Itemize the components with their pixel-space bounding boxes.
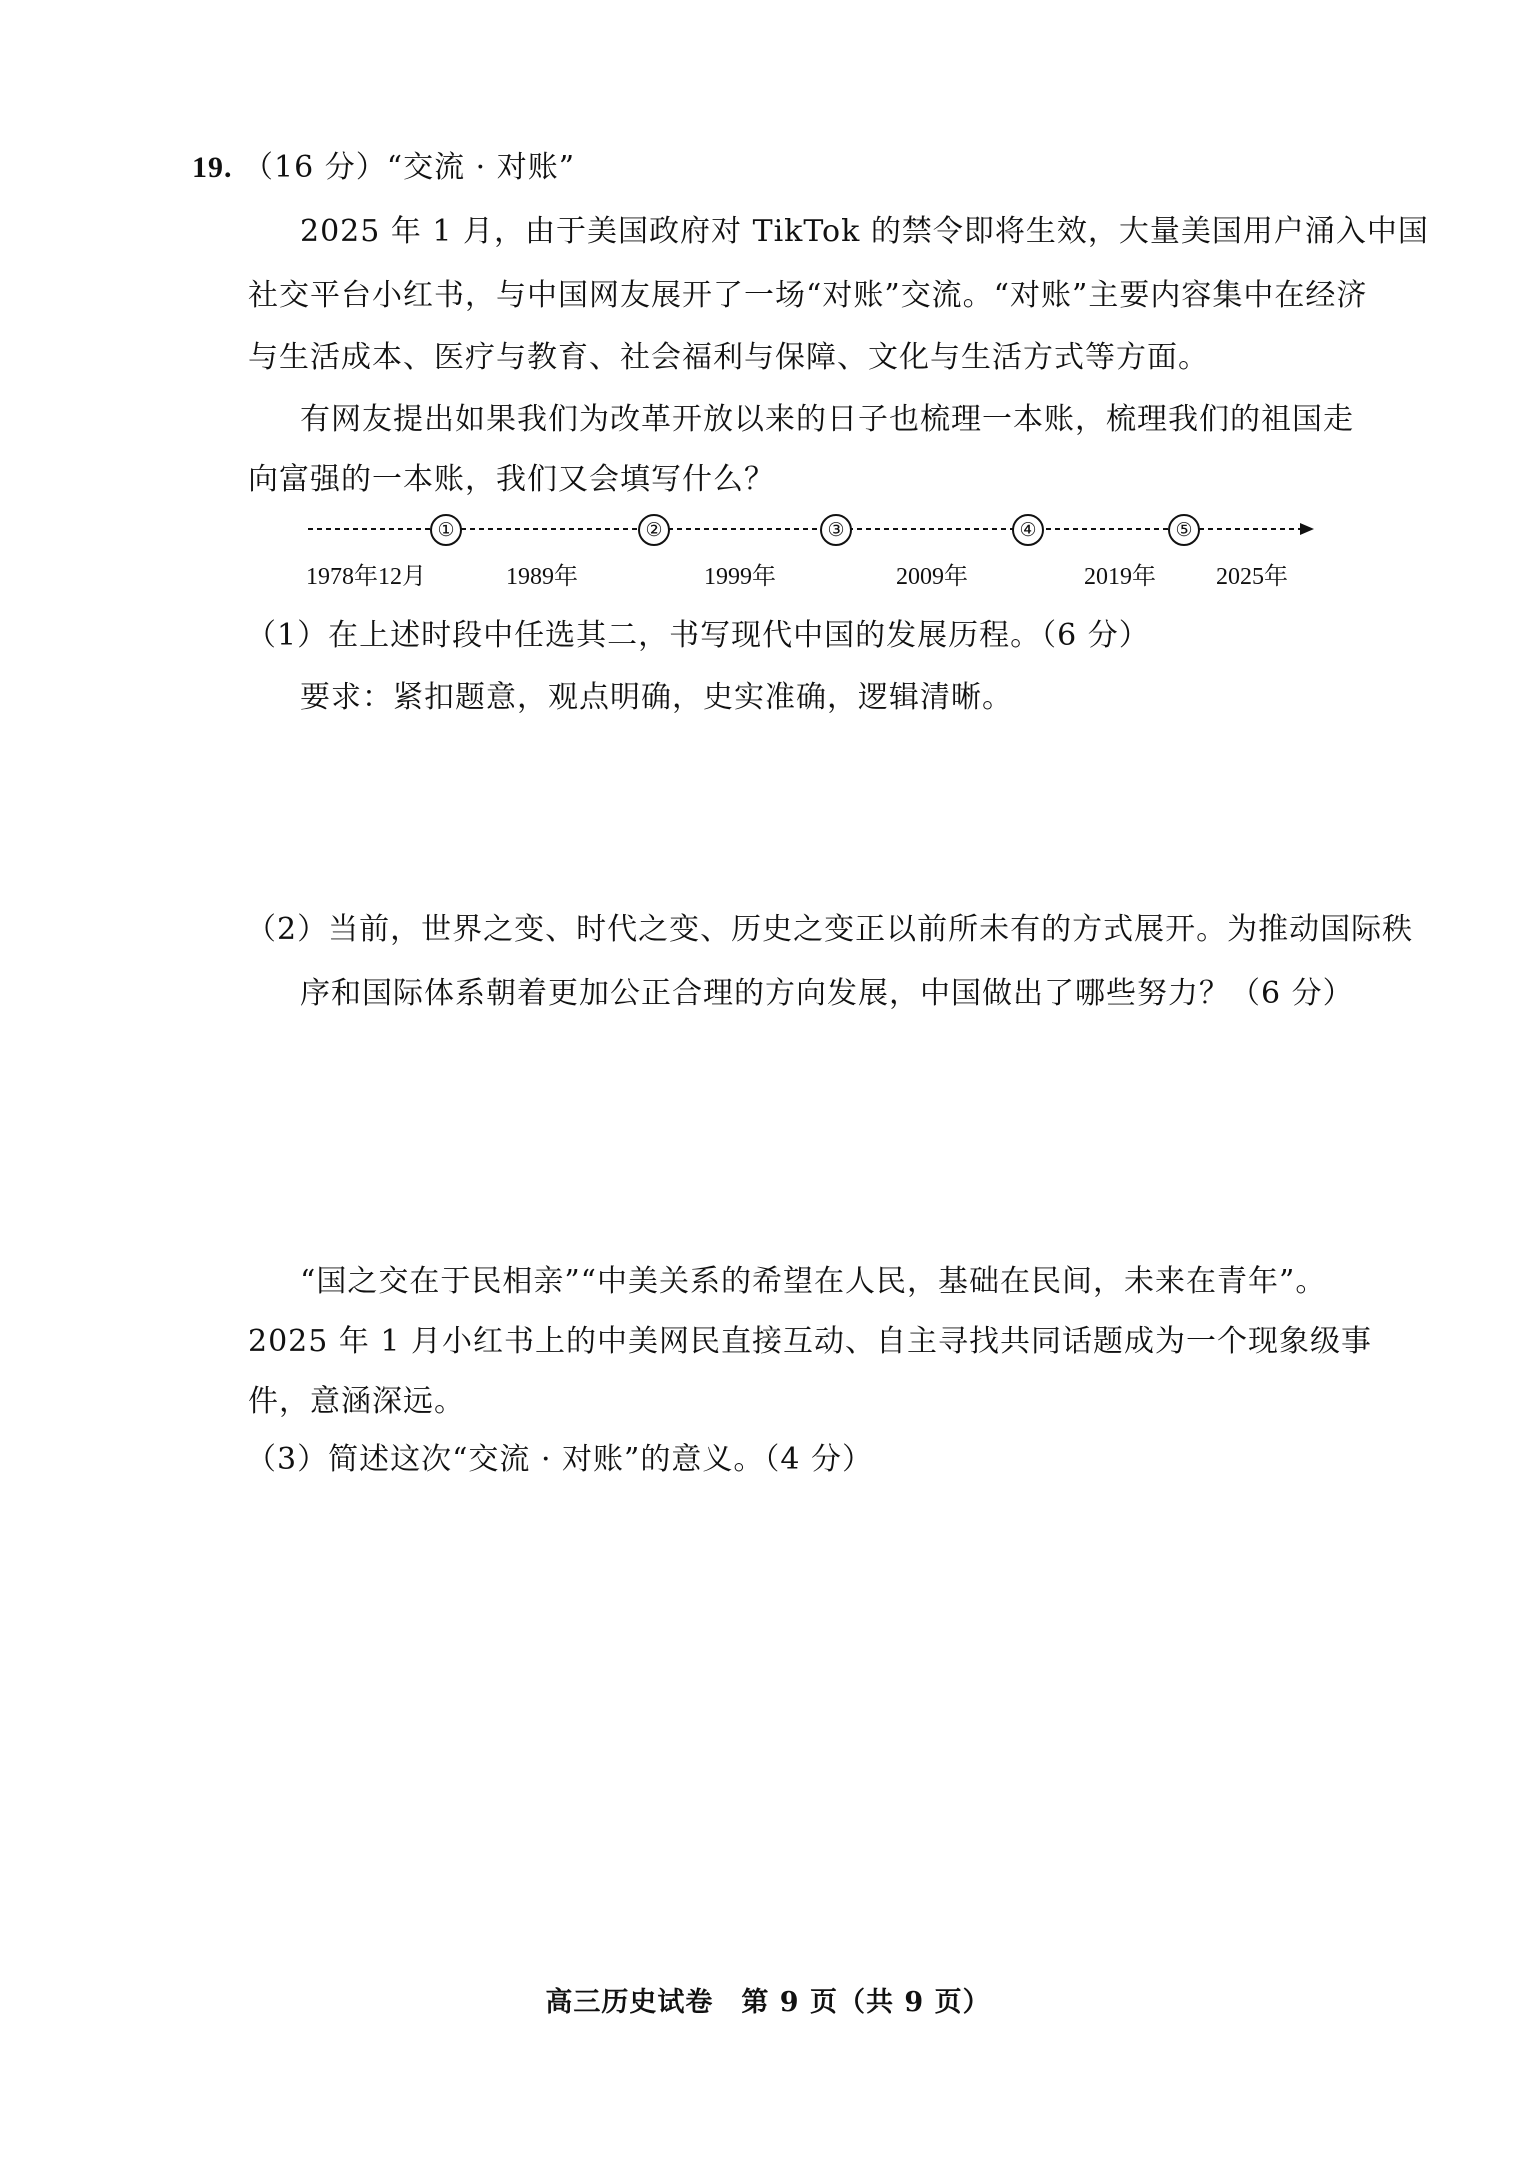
- page-footer: 高三历史试卷 第 9 页（共 9 页）: [545, 1987, 991, 2018]
- timeline-label-1999: 1999年: [704, 564, 776, 590]
- timeline-label-1978: 1978年12月: [306, 564, 426, 590]
- timeline-label-1989: 1989年: [506, 564, 578, 590]
- timeline-node-2: ②: [638, 514, 670, 546]
- intro-line-3: 与生活成本、医疗与教育、社会福利与保障、文化与生活方式等方面。: [248, 340, 1209, 375]
- sub-question-2-line-1: （2）当前，世界之变、时代之变、历史之变正以前所未有的方式展开。为推动国际秩: [246, 912, 1414, 947]
- intro-line-2: 社交平台小红书，与中国网友展开了一场“对账”交流。“对账”主要内容集中在经济: [248, 278, 1368, 313]
- question-header: [192, 148, 575, 188]
- timeline-label-2025: 2025年: [1216, 564, 1288, 590]
- material-line-1: “国之交在于民相亲”“中美关系的希望在人民，基础在民间，未来在青年”。: [300, 1264, 1327, 1299]
- sub-question-1-requirement: 要求：紧扣题意，观点明确，史实准确，逻辑清晰。: [300, 680, 1013, 715]
- question-title: （16 分）“交流 · 对账”: [243, 150, 576, 185]
- timeline: [306, 512, 1322, 602]
- sub-question-3: （3）简述这次“交流 · 对账”的意义。（4 分）: [246, 1442, 873, 1477]
- prompt-line-2: 向富强的一本账，我们又会填写什么？: [248, 462, 775, 497]
- sub-question-2-line-2: 序和国际体系朝着更加公正合理的方向发展，中国做出了哪些努力？（6 分）: [300, 976, 1354, 1011]
- timeline-node-1: ①: [430, 514, 462, 546]
- timeline-label-2019: 2019年: [1084, 564, 1156, 590]
- timeline-node-4: ④: [1012, 514, 1044, 546]
- prompt-line-1: 有网友提出如果我们为改革开放以来的日子也梳理一本账，梳理我们的祖国走: [300, 402, 1354, 437]
- question-number: 19.: [192, 151, 233, 184]
- intro-line-1: 2025 年 1 月，由于美国政府对 TikTok 的禁令即将生效，大量美国用户涌入中国: [300, 214, 1429, 249]
- material-line-3: 件，意涵深远。: [248, 1384, 465, 1419]
- timeline-node-5: ⑤: [1168, 514, 1200, 546]
- sub-question-1: （1）在上述时段中任选其二，书写现代中国的发展历程。（6 分）: [246, 618, 1150, 653]
- timeline-label-2009: 2009年: [896, 564, 968, 590]
- timeline-node-3: ③: [820, 514, 852, 546]
- material-line-2: 2025 年 1 月小红书上的中美网民直接互动、自主寻找共同话题成为一个现象级事: [248, 1324, 1373, 1359]
